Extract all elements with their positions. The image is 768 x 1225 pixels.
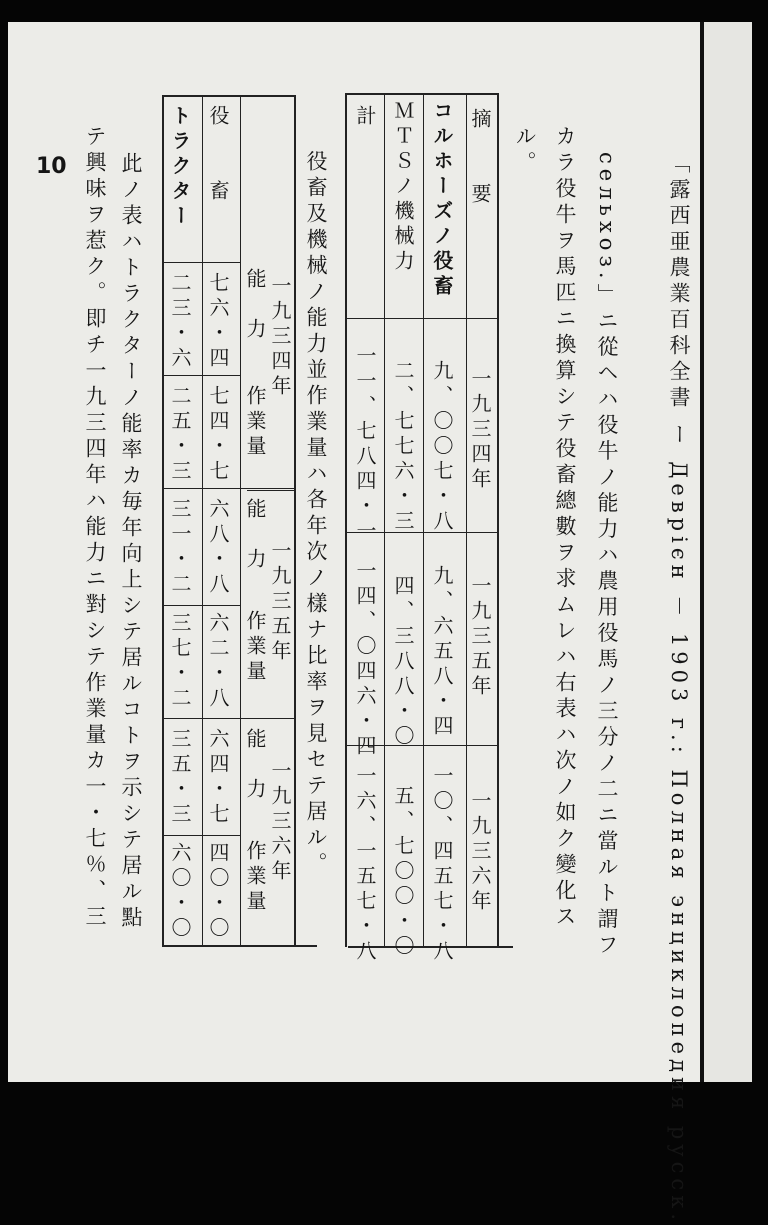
table2-cell: 七四・七: [206, 385, 230, 485]
table1-cell: 五、七〇〇・〇: [391, 785, 415, 960]
table2-cell: 七六・四: [206, 272, 230, 372]
page-number: 10: [36, 154, 67, 179]
table2-subheader-workload: 作業量: [243, 840, 267, 915]
table1-row-mts-label: ＭＴＳノ機械力: [391, 100, 415, 275]
paragraph1-line3: カラ役牛ヲ馬匹ニ換算シテ役畜總數ヲ求ムレハ右表ハ次ノ如ク變化ス: [553, 125, 577, 931]
table2-year-1936: 一九三六年: [268, 760, 292, 885]
table1-header-1936: 一九三六年: [468, 790, 492, 915]
table1-cell: 九、六五八・四: [430, 565, 454, 740]
table2-cell: 六四・七: [206, 728, 230, 828]
page-edge-strip: [700, 22, 752, 1082]
table2-year-1934: 一九三四年: [268, 275, 292, 400]
table2-cell: 四〇・〇: [206, 842, 230, 942]
table1-header-1935: 一九三五年: [468, 575, 492, 700]
table2-subheader-workload: 作業量: [243, 385, 267, 460]
table2-subheader-capacity: 能 力: [243, 268, 267, 343]
table1-header-1934: 一九三四年: [468, 368, 492, 493]
table2-year-1935: 一九三五年: [268, 540, 292, 665]
table2-cell: 三五・三: [168, 728, 192, 828]
paragraph2: 役畜及機械ノ能力並作業量ハ各年次ノ樣ナ比率ヲ見セテ居ル。: [304, 150, 328, 878]
table1-cell: 四、三八八・〇: [391, 575, 415, 750]
table2-row-tractor-label: トラクター: [168, 105, 192, 230]
paragraph1-line2: сельхоз.」ニ從ヘハ役牛ノ能力ハ農用役馬ノ三分ノ二ニ當ルト謂フ: [595, 152, 619, 960]
table2-cell: 六〇・〇: [168, 842, 192, 942]
table2-cell: 六二・八: [206, 612, 230, 712]
table1-row-total-label: 計: [353, 105, 377, 130]
table1-row-kolkhoz-label: コルホーズノ役畜: [430, 100, 454, 300]
table2-cell: 三七・二: [168, 612, 192, 712]
table1-cell: 九、〇〇七・八: [430, 360, 454, 535]
table1-cell: 二、七七六・三: [391, 360, 415, 535]
paragraph1-line4: ル。: [513, 125, 537, 177]
table2-cell: 六八・八: [206, 498, 230, 598]
table2-subheader-capacity: 能 力: [243, 728, 267, 803]
table2-row-draft-animals-label: 役 畜: [206, 105, 230, 205]
table2-cell: 二三・六: [168, 272, 192, 372]
table1-header-summary: 摘 要: [468, 108, 492, 208]
table2-subheader-capacity: 能 力: [243, 498, 267, 573]
table1-cell: 一四、〇四六・四: [353, 560, 377, 760]
paragraph3-line1: 此ノ表ハトラクターノ能率カ毎年向上シテ居ルコトヲ示シテ居ル點: [119, 152, 143, 932]
table2-cell: 三一・二: [168, 498, 192, 598]
table1-cell: 一一、七八四・一: [353, 345, 377, 545]
table1-cell: 一六、一五七・八: [353, 765, 377, 965]
table1-cell: 一〇、四五七・八: [430, 765, 454, 965]
paragraph1-line1: 「露西亜農業百科全書 ー Деврієн － 1903 г.: Полная энциклопедия русск.: [667, 152, 691, 1225]
table2-subheader-workload: 作業量: [243, 610, 267, 685]
table2-cell: 二五・三: [168, 385, 192, 485]
paragraph3-line2: テ興味ヲ惹ク。即チ一九三四年ハ能力ニ對シテ作業量カ一・七％、三: [83, 125, 107, 931]
